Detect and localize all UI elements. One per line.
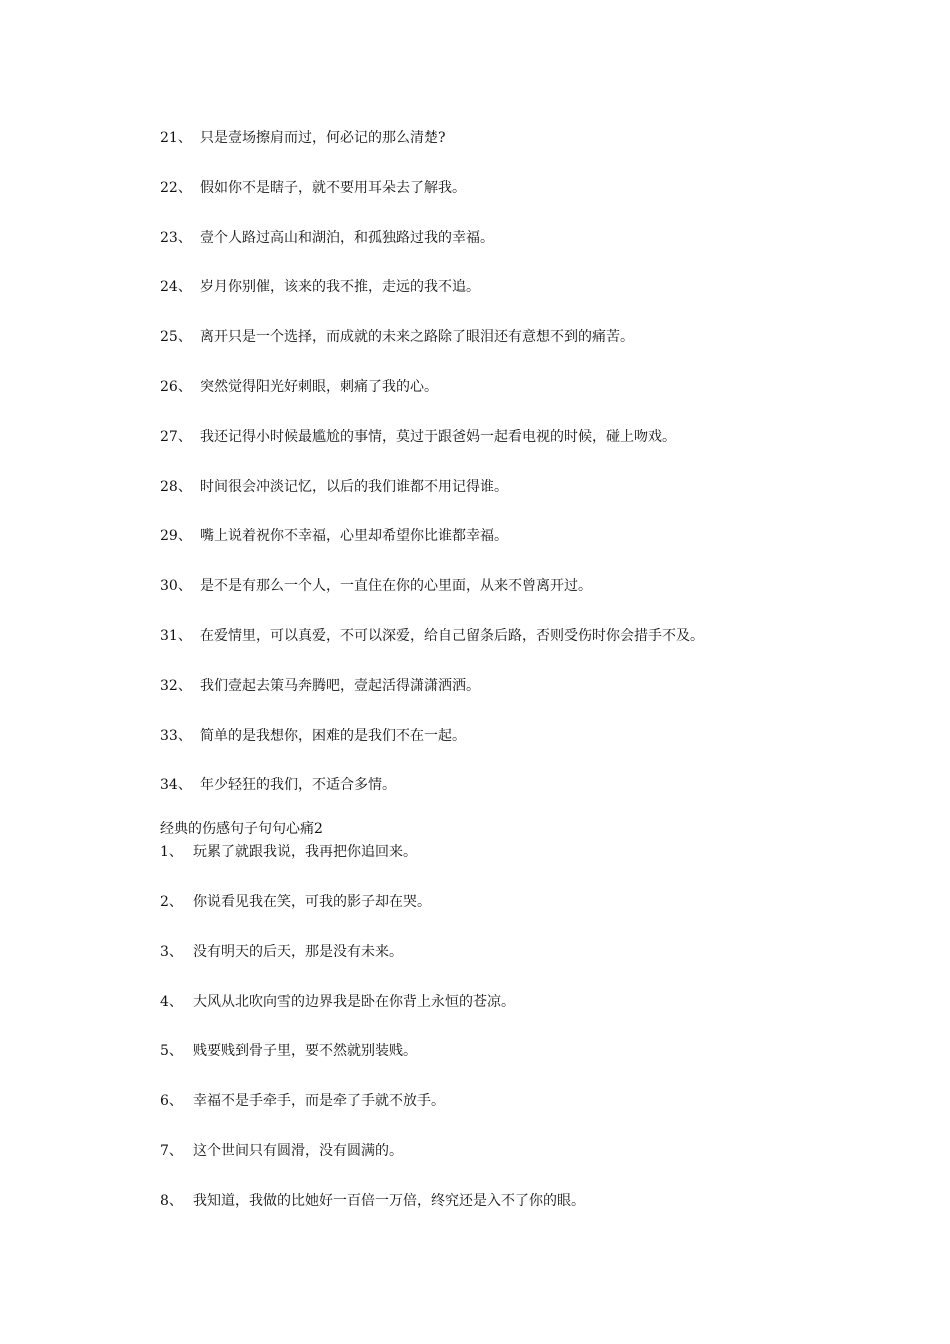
section-title: 经典的伤感句子句句心痛2	[160, 821, 323, 838]
list-item-text: 贱要贱到骨子里，要不然就别装贱。	[193, 1043, 417, 1060]
list-item-text: 是不是有那么一个人，一直住在你的心里面，从来不曾离开过。	[200, 578, 592, 595]
list-item	[160, 228, 900, 248]
list-item-number: 23、	[160, 229, 192, 246]
list-item-number: 7、	[160, 1142, 183, 1159]
quote-list-one	[160, 128, 900, 795]
list-item-text: 简单的是我想你，困难的是我们不在一起。	[200, 727, 466, 744]
list-item-number: 21、	[160, 130, 192, 146]
list-item-text: 岁月你别催，该来的我不推，走远的我不追。	[200, 279, 480, 296]
list-item-number: 29、	[160, 528, 192, 545]
list-item	[160, 626, 900, 646]
list-item	[160, 576, 900, 596]
list-item	[160, 726, 900, 746]
list-item-number: 5、	[160, 1043, 183, 1060]
list-item-text: 年少轻狂的我们，不适合多情。	[200, 777, 396, 794]
list-item-number: 6、	[160, 1093, 183, 1110]
list-item-number: 32、	[160, 677, 192, 694]
list-item-text: 大风从北吹向雪的边界我是卧在你背上永恒的苍凉。	[193, 993, 515, 1010]
list-item	[160, 842, 900, 862]
list-item	[160, 1191, 900, 1211]
list-item	[160, 1041, 900, 1061]
list-item-text: 假如你不是瞎子，就不要用耳朵去了解我。	[200, 179, 466, 196]
list-item-number: 25、	[160, 329, 192, 346]
list-item-number: 22、	[160, 179, 192, 196]
list-item-number: 4、	[160, 993, 183, 1010]
list-item-text: 时间很会冲淡记忆，以后的我们谁都不用记得谁。	[200, 478, 508, 495]
list-item-number: 26、	[160, 378, 192, 395]
list-item	[160, 892, 900, 912]
list-item-number: 2、	[160, 893, 183, 910]
list-item-text: 嘴上说着祝你不幸福，心里却希望你比谁都幸福。	[200, 528, 508, 545]
list-item-number: 33、	[160, 727, 192, 744]
list-item-text: 这个世间只有圆滑，没有圆满的。	[193, 1142, 403, 1159]
list-item	[160, 327, 900, 347]
list-item-number: 24、	[160, 279, 192, 296]
list-item-text: 没有明天的后天，那是没有未来。	[193, 943, 403, 960]
list-item-text: 我还记得小时候最尴尬的事情，莫过于跟爸妈一起看电视的时候，碰上吻戏。	[200, 428, 676, 445]
list-item	[160, 178, 900, 198]
list-item	[160, 277, 900, 297]
list-item	[160, 775, 900, 795]
list-item	[160, 526, 900, 546]
quote-list-two	[160, 842, 900, 1211]
list-item	[160, 676, 900, 696]
list-item	[160, 1141, 900, 1161]
list-item-text: 壹个人路过高山和湖泊，和孤独路过我的幸福。	[200, 229, 494, 246]
list-item-number: 28、	[160, 478, 192, 495]
list-item-text: 在爱情里，可以真爱，不可以深爱，给自己留条后路，否则受伤时你会措手不及。	[200, 627, 704, 644]
list-item	[160, 427, 900, 447]
list-item	[160, 377, 900, 397]
list-item-number: 8、	[160, 1192, 183, 1209]
list-item-number: 30、	[160, 578, 192, 595]
list-item-number: 27、	[160, 428, 192, 445]
list-item	[160, 128, 900, 148]
list-item-text: 突然觉得阳光好刺眼，刺痛了我的心。	[200, 378, 438, 395]
list-item-text: 我知道，我做的比她好一百倍一万倍，终究还是入不了你的眼。	[193, 1192, 585, 1209]
list-item-number: 31、	[160, 627, 192, 644]
list-item-text: 玩累了就跟我说，我再把你追回来。	[193, 844, 417, 861]
list-item-text: 你说看见我在笑，可我的影子却在哭。	[193, 893, 431, 910]
list-item-number: 1、	[160, 844, 183, 861]
list-item-text: 只是壹场擦肩而过，何必记的那么清楚?	[200, 130, 446, 146]
list-item-text: 我们壹起去策马奔腾吧，壹起活得潇潇洒洒。	[200, 677, 480, 694]
list-item-text: 离开只是一个选择，而成就的未来之路除了眼泪还有意想不到的痛苦。	[200, 329, 634, 346]
list-item-number: 3、	[160, 943, 183, 960]
list-item	[160, 1091, 900, 1111]
document-page	[160, 128, 900, 1241]
list-item	[160, 992, 900, 1012]
list-item	[160, 942, 900, 962]
list-item	[160, 477, 900, 497]
list-item-text: 幸福不是手牵手，而是牵了手就不放手。	[193, 1093, 445, 1110]
list-item-number: 34、	[160, 777, 192, 794]
